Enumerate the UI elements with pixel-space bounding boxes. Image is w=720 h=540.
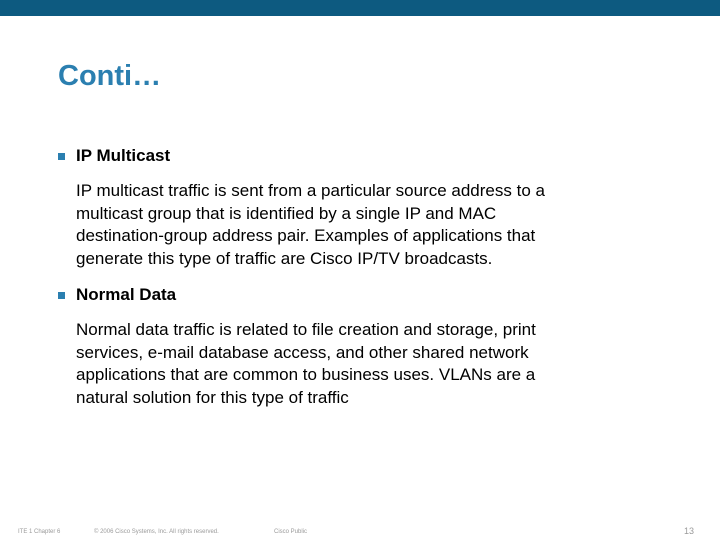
square-bullet-icon — [58, 292, 65, 299]
bullet-ip-multicast — [58, 146, 170, 166]
bullet-heading: Normal Data — [76, 285, 177, 304]
footer-copyright: © 2006 Cisco Systems, Inc. All rights reserved. — [94, 529, 219, 535]
square-bullet-icon — [58, 153, 65, 160]
page-number: 13 — [684, 526, 695, 536]
ip-multicast-description: IP multicast traffic is sent from a particular source address to a multicast group that is identified by a single IP and MAC destination-group address pair. Examples of applications that generate this type of traffic are Cisco IP/TV broadcasts. — [76, 181, 545, 268]
slide-title: Conti… — [58, 60, 162, 92]
normal-data-description: Normal data traffic is related to file creation and storage, print services, e-mail database access, and other shared network applications that are common to business uses. VLANs are a natural solution for this type of traffic — [76, 320, 536, 407]
top-banner — [0, 0, 720, 16]
footer-course: ITE 1 Chapter 6 — [18, 529, 61, 535]
footer-classification: Cisco Public — [274, 529, 308, 535]
bullet-heading: IP Multicast — [76, 146, 171, 165]
bullet-normal-data — [58, 285, 176, 305]
